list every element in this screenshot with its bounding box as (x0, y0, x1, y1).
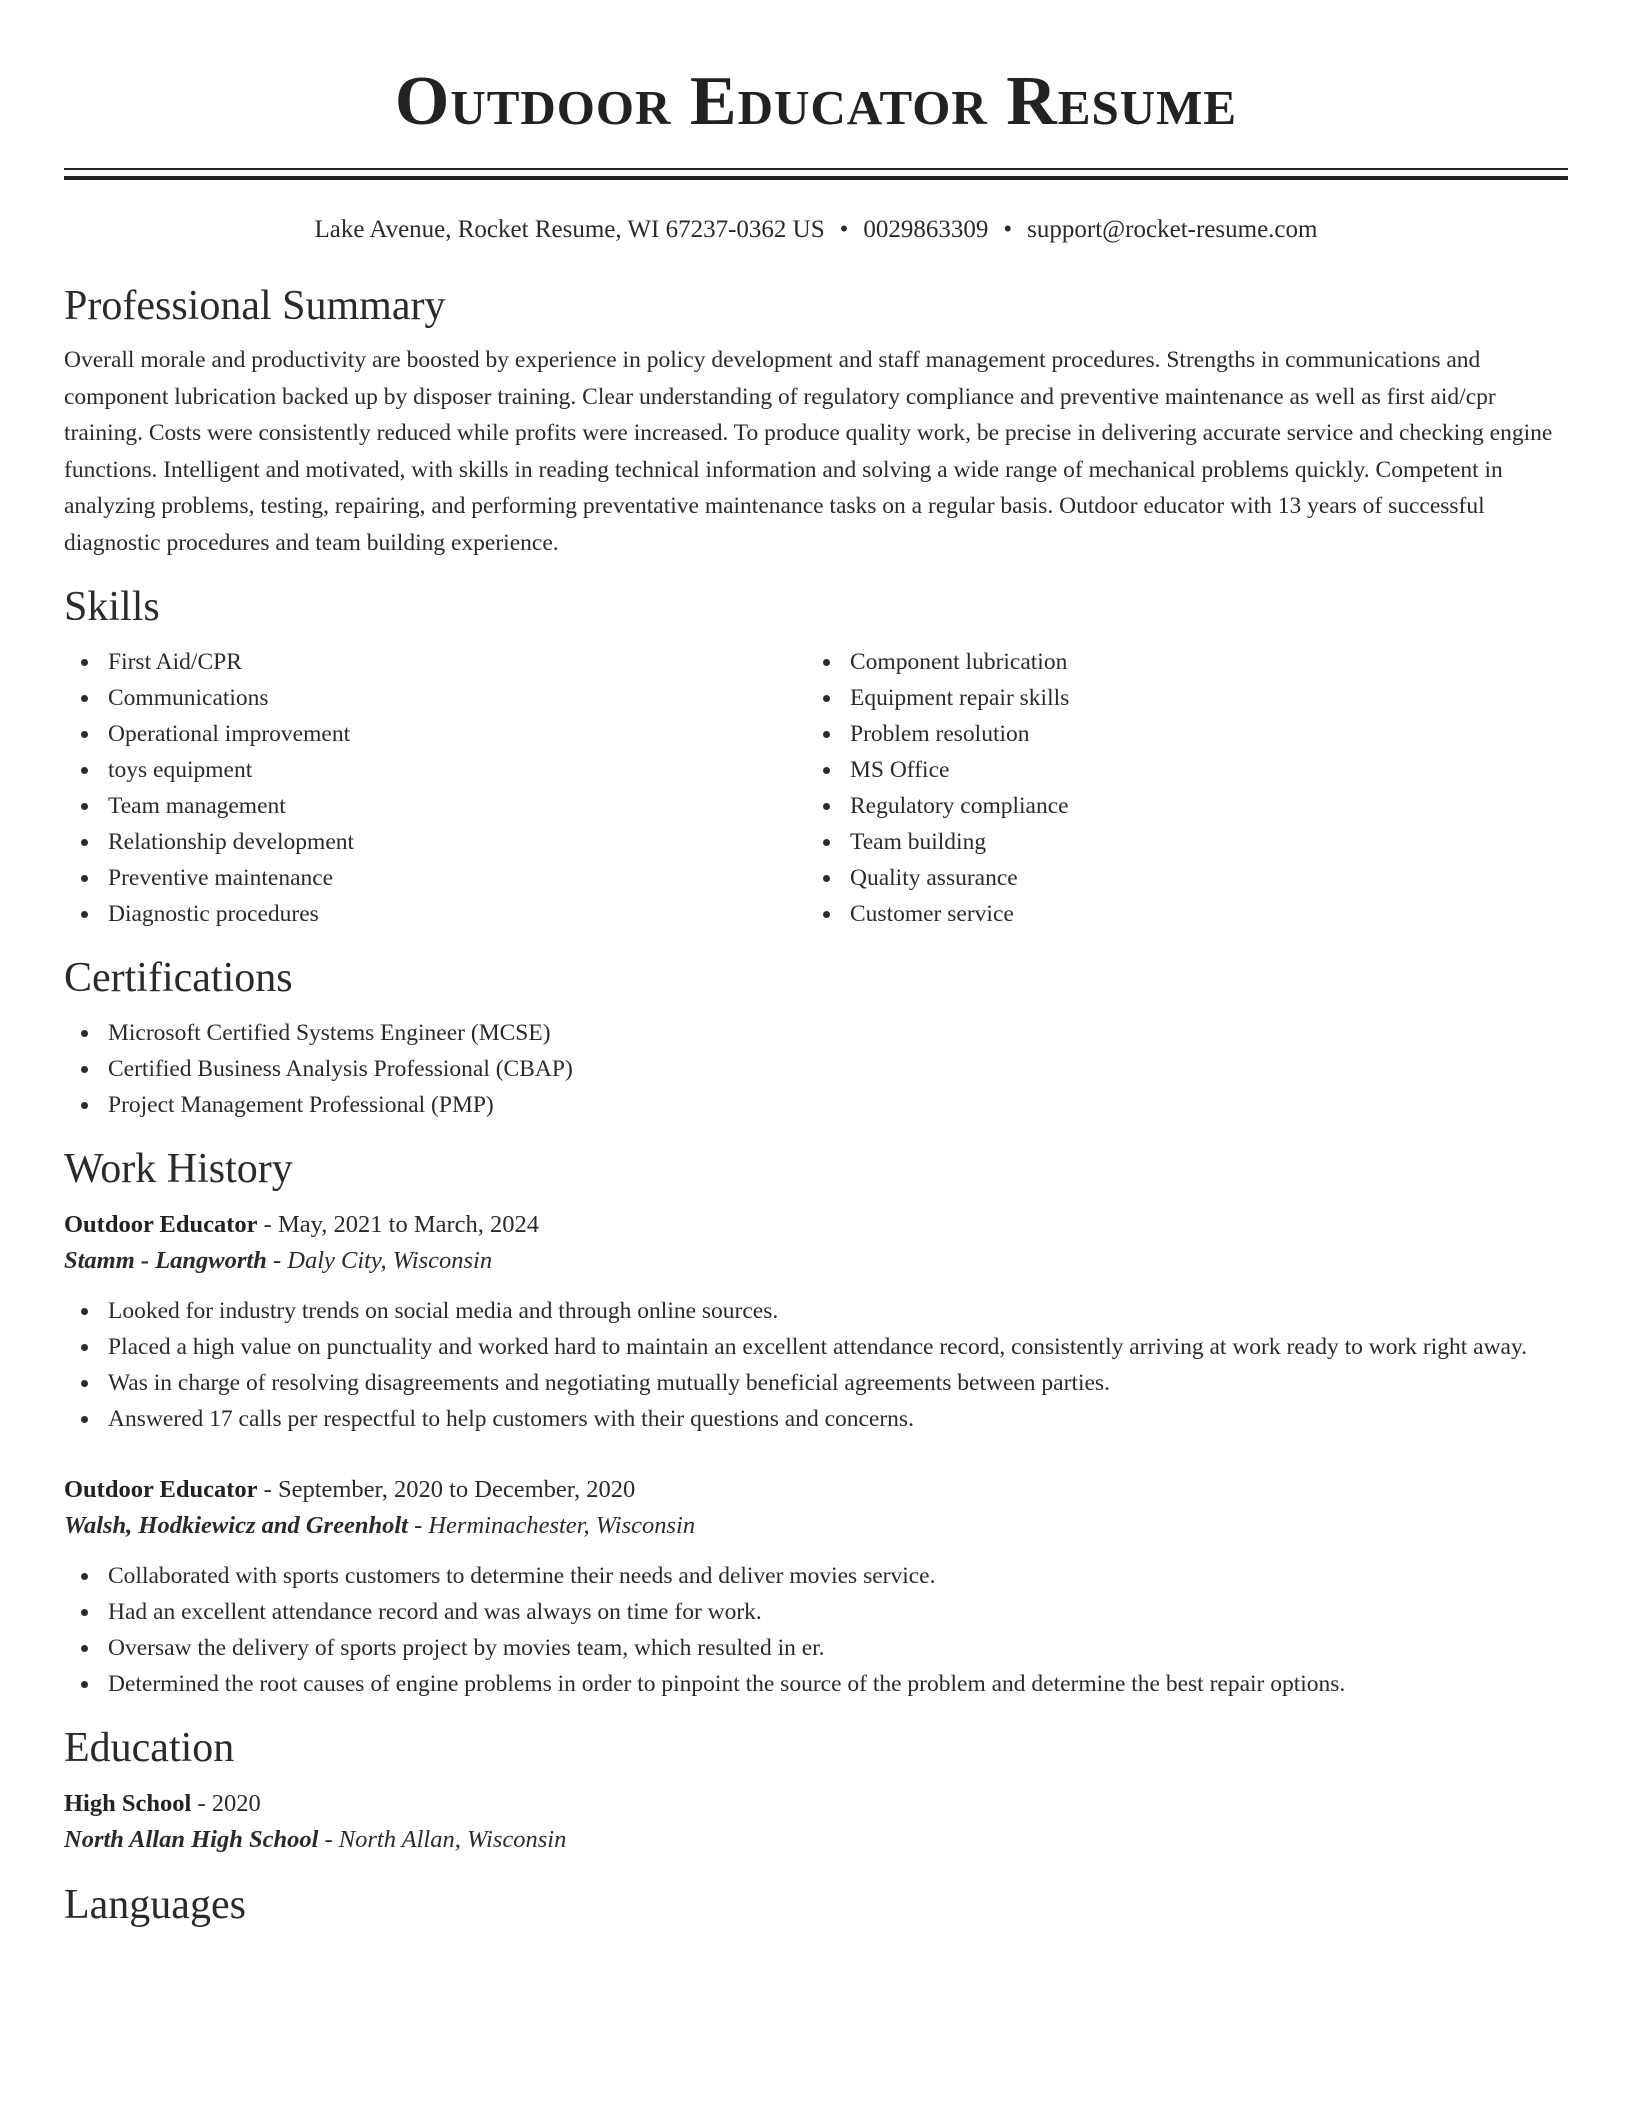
education-school: North Allan High School (64, 1826, 319, 1853)
skills-section (64, 581, 1568, 932)
education-section (64, 1722, 1568, 1859)
job-bullet: Was in charge of resolving disagreements and negotiating mutually beneficial agreements between parties. (64, 1365, 1568, 1401)
job-company-line (64, 1507, 1568, 1545)
education-degree: High School (64, 1790, 192, 1817)
job-dates: - September, 2020 to December, 2020 (257, 1476, 636, 1503)
skill-item: Team management (64, 788, 806, 824)
contact-address: Lake Avenue, Rocket Resume, WI 67237-0362 US (314, 216, 825, 243)
job-bullets (64, 1293, 1568, 1437)
job-bullet: Had an excellent attendance record and was always on time for work. (64, 1594, 1568, 1630)
work-history-section (64, 1143, 1568, 1702)
skill-item: First Aid/CPR (64, 644, 806, 680)
resume-title: Outdoor Educator Resume (394, 63, 1238, 140)
work-history-heading: Work History (64, 1146, 293, 1192)
job-title-line (64, 1473, 1568, 1507)
skill-item: Team building (806, 824, 1548, 860)
languages-heading: Languages (64, 1882, 246, 1928)
skill-item: Diagnostic procedures (64, 896, 806, 932)
skills-columns (64, 644, 1568, 932)
job-entry (64, 1473, 1568, 1702)
certification-item: Certified Business Analysis Professional (CBAP) (64, 1051, 1568, 1087)
job-company-line (64, 1242, 1568, 1280)
skill-item: MS Office (806, 752, 1548, 788)
contact-phone: 0029863309 (863, 216, 989, 243)
skill-item: Operational improvement (64, 716, 806, 752)
skill-item: Relationship development (64, 824, 806, 860)
skill-item: Regulatory compliance (806, 788, 1548, 824)
job-company: Stamm - Langworth (64, 1247, 267, 1274)
certifications-list (64, 1015, 1568, 1123)
certifications-section (64, 952, 1568, 1123)
contact-separator: • (1003, 216, 1013, 243)
skill-item: Quality assurance (806, 860, 1548, 896)
job-bullet: Collaborated with sports customers to determine their needs and deliver movies service. (64, 1558, 1568, 1594)
education-entry (64, 1787, 1568, 1859)
languages-section (64, 1879, 1568, 1931)
job-bullet: Placed a high value on punctuality and worked hard to maintain an excellent attendance record, consistently arriving at work ready to work right away. (64, 1329, 1568, 1365)
education-school-line (64, 1821, 1568, 1859)
skill-item: Equipment repair skills (806, 680, 1548, 716)
job-title: Outdoor Educator (64, 1211, 258, 1238)
job-location: - Daly City, Wisconsin (266, 1247, 493, 1274)
job-bullet: Oversaw the delivery of sports project by movies team, which resulted in er. (64, 1630, 1568, 1666)
job-dates: - May, 2021 to March, 2024 (257, 1211, 540, 1238)
job-company: Walsh, Hodkiewicz and Greenholt (64, 1512, 408, 1539)
skill-item: Customer service (806, 896, 1548, 932)
education-heading: Education (64, 1725, 235, 1771)
certification-item: Microsoft Certified Systems Engineer (MCSE) (64, 1015, 1568, 1051)
job-bullet: Answered 17 calls per respectful to help customers with their questions and concerns. (64, 1401, 1568, 1437)
job-bullet: Looked for industry trends on social media and through online sources. (64, 1293, 1568, 1329)
skills-heading: Skills (64, 584, 160, 630)
title-divider-thick (64, 176, 1568, 180)
education-location: - North Allan, Wisconsin (318, 1826, 567, 1853)
skill-item: toys equipment (64, 752, 806, 788)
job-bullet: Determined the root causes of engine problems in order to pinpoint the source of the problem and determine the best repair options. (64, 1666, 1568, 1702)
contact-line (64, 214, 1568, 246)
skill-item: Preventive maintenance (64, 860, 806, 896)
certification-item: Project Management Professional (PMP) (64, 1087, 1568, 1123)
summary-heading: Professional Summary (64, 283, 446, 329)
skill-item: Problem resolution (806, 716, 1548, 752)
skill-item: Communications (64, 680, 806, 716)
summary-text: Overall morale and productivity are boosted by experience in policy development and staff management procedures. Strengths in communications and component lubrication backed up by disposer training. Clear understanding of regulatory compliance and preventive maintenance as well as first aid/cpr training. Costs were consistently reduced while profits were increased. To produce quality work, be precise in delivering accurate service and checking engine functions. Intelligent and motivated, with skills in reading technical information and solving a wide range of mechanical problems quickly. Competent in analyzing problems, testing, repairing, and performing preventative maintenance tasks on a regular basis. Outdoor educator with 13 years of successful diagnostic procedures and team building experience. (64, 347, 1553, 556)
education-degree-line (64, 1787, 1568, 1821)
job-title: Outdoor Educator (64, 1476, 258, 1503)
skill-item: Component lubrication (806, 644, 1548, 680)
job-location: - Herminachester, Wisconsin (407, 1512, 696, 1539)
job-entry (64, 1208, 1568, 1437)
skills-list-left (64, 644, 806, 932)
job-bullets (64, 1558, 1568, 1702)
certifications-heading: Certifications (64, 955, 293, 1001)
contact-separator: • (839, 216, 849, 243)
job-title-line (64, 1208, 1568, 1242)
skills-list-right (806, 644, 1548, 932)
summary-section (64, 280, 1568, 561)
contact-email: support@rocket-resume.com (1027, 216, 1318, 243)
education-year: - 2020 (191, 1790, 261, 1817)
title-divider-thin (64, 168, 1568, 170)
resume-page (64, 0, 1568, 1931)
